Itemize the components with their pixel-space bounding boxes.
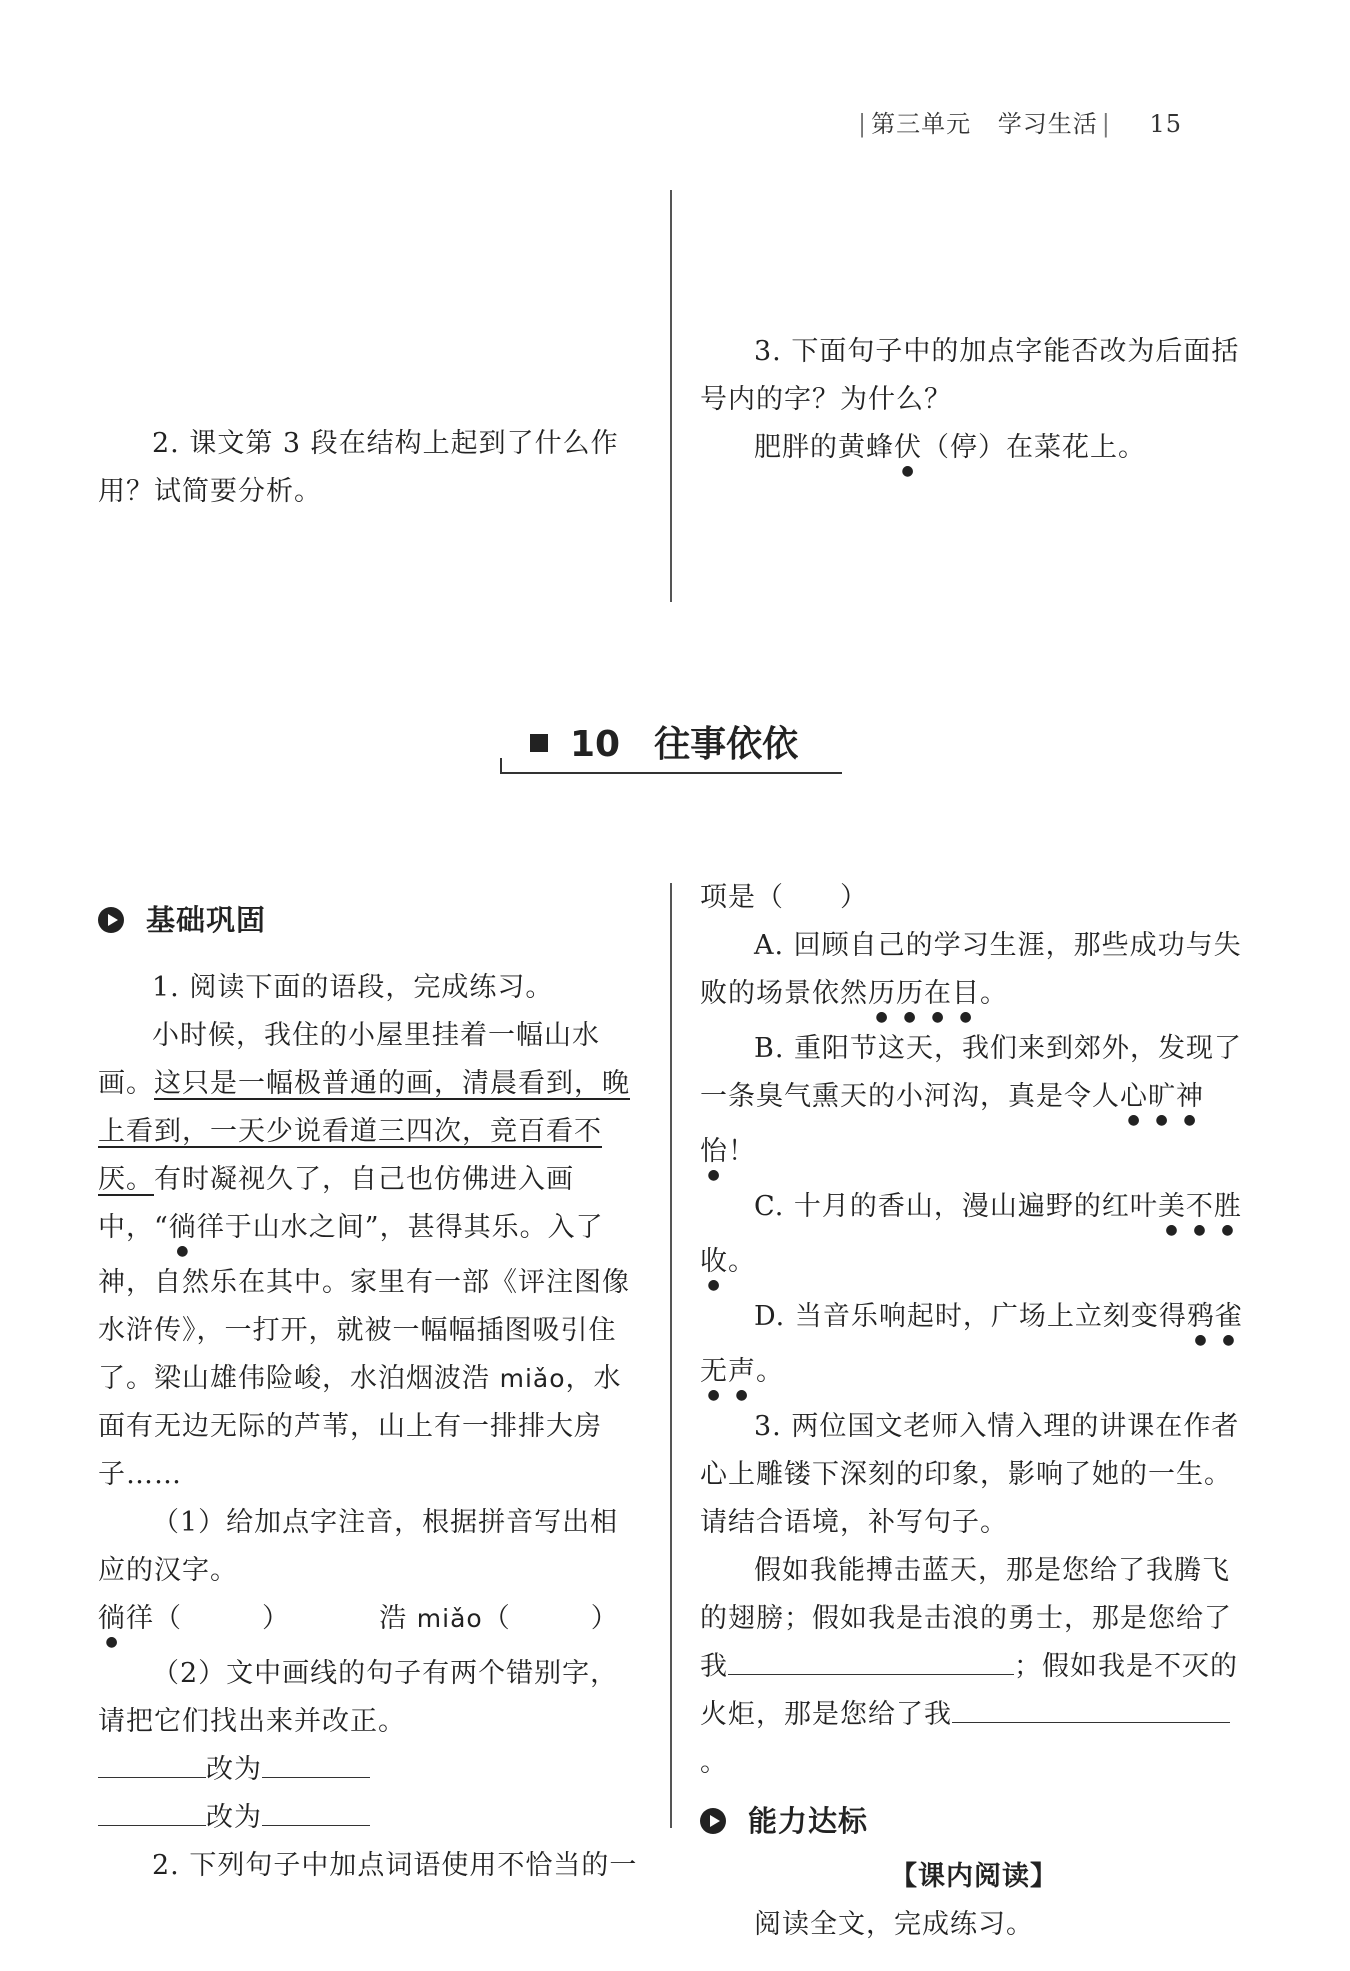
option-d: D. 当音乐响起时，广场上立刻变得鸦雀无声。 [700, 1301, 1243, 1387]
unit-title: 学习生活 [997, 110, 1098, 138]
q3-intro: 3. 两位国文老师入情入理的讲课在作者心上雕镂下深刻的印象，影响了她的一生。请结合语境，补写句子。 [700, 1411, 1240, 1538]
pinyin: miǎo [499, 1364, 566, 1393]
top-question-3: 3. 下面句子中的加点字能否改为后面括 号内的字？为什么？ 肥胖的黄蜂伏（停）在菜花上。 [700, 328, 1248, 479]
square-icon [530, 734, 548, 752]
right-column [700, 874, 1248, 1949]
left-column [98, 896, 646, 1890]
answer-blank[interactable] [728, 1644, 1014, 1675]
top-question-2: 2. 课文第 3 段在结构上起到了什么作 用？试简要分析。 [98, 428, 619, 507]
q3-fill: 假如我能搏击蓝天，那是您给了我腾飞的翅膀；假如我是击浪的勇士，那是您给了我 ；假如我是不灭的火炬，那是您给了我。 [700, 1555, 1238, 1778]
q2-line2: 项是（ ） [700, 882, 868, 913]
column-divider-top [670, 190, 672, 602]
answer-blank[interactable] [262, 1747, 370, 1778]
unit-label: 第三单元 [871, 110, 972, 138]
lesson-title [500, 716, 842, 774]
column-divider-bottom [670, 883, 672, 1828]
answer-blank[interactable] [262, 1795, 370, 1826]
sub-question-2: （2）文中画线的句子有两个错别字，请把它们找出来并改正。 [98, 1658, 619, 1737]
reading-instruction: 阅读全文，完成练习。 [754, 1909, 1034, 1940]
section-heading-ability: 能力达标 [700, 1797, 1248, 1845]
passage: 小时候，我住的小屋里挂着一幅山水画。这只是一幅极普通的画，清晨看到，晚上看到，一天少说看道三四次，竞百看不厌。有时凝视久了，自己也仿佛进入画中，“徜徉于山水之间”，甚得其乐。入了神，自然乐在其中。家里有一部《评注图像水浒传》，一打开，就被一幅幅插图吸引住了。梁山雄伟险峻，水泊烟波浩 miǎo，水面有无边无际的芦苇，山上有一排排大房子…… [98, 1020, 630, 1490]
subheading-reading: 【课内阅读】 [890, 1861, 1058, 1892]
dotted-char: 徜 [168, 1212, 197, 1243]
dotted-char: 伏 [894, 432, 922, 463]
correction-row-1: 改为 [98, 1746, 646, 1794]
answer-blank[interactable] [98, 1795, 206, 1826]
option-a: A. 回顾自己的学习生涯，那些成功与失败的场景依然历历在目。 [700, 930, 1242, 1009]
underlined-sentence: 这只是一幅极普通的画，清晨看到，晚上看到，一天少说看道三四次，竞百看不厌。 [98, 1068, 630, 1195]
option-c: C. 十月的香山，漫山遍野的红叶美不胜收。 [700, 1191, 1242, 1277]
correction-row-2: 改为 [98, 1794, 646, 1842]
lesson-name: 往事依依 [654, 724, 799, 765]
q3-sentence: 肥胖的黄蜂伏（停）在菜花上。 [754, 432, 1146, 463]
play-icon [700, 1808, 726, 1834]
option-b: B. 重阳节这天，我们来到郊外，发现了一条臭气熏天的小河沟，真是令人心旷神怡！ [700, 1033, 1243, 1167]
sub1-answers: 徜徉（ ） 浩 miǎo（ ） [98, 1603, 619, 1634]
section-heading-basic: 基础巩固 [98, 896, 646, 944]
q1-intro: 1. 阅读下面的语段，完成练习。 [152, 972, 554, 1003]
sub-question-1: （1）给加点字注音，根据拼音写出相应的汉字。 [98, 1507, 619, 1586]
lesson-number: 10 [570, 724, 621, 765]
page-header: | 第三单元 学习生活 | 15 [857, 110, 1182, 138]
answer-blank[interactable] [98, 1747, 206, 1778]
answer-blank[interactable] [952, 1692, 1230, 1723]
play-icon [98, 907, 124, 933]
q2-line1: 2. 下列句子中加点词语使用不恰当的一 [152, 1850, 638, 1881]
page-number: 15 [1149, 110, 1182, 138]
